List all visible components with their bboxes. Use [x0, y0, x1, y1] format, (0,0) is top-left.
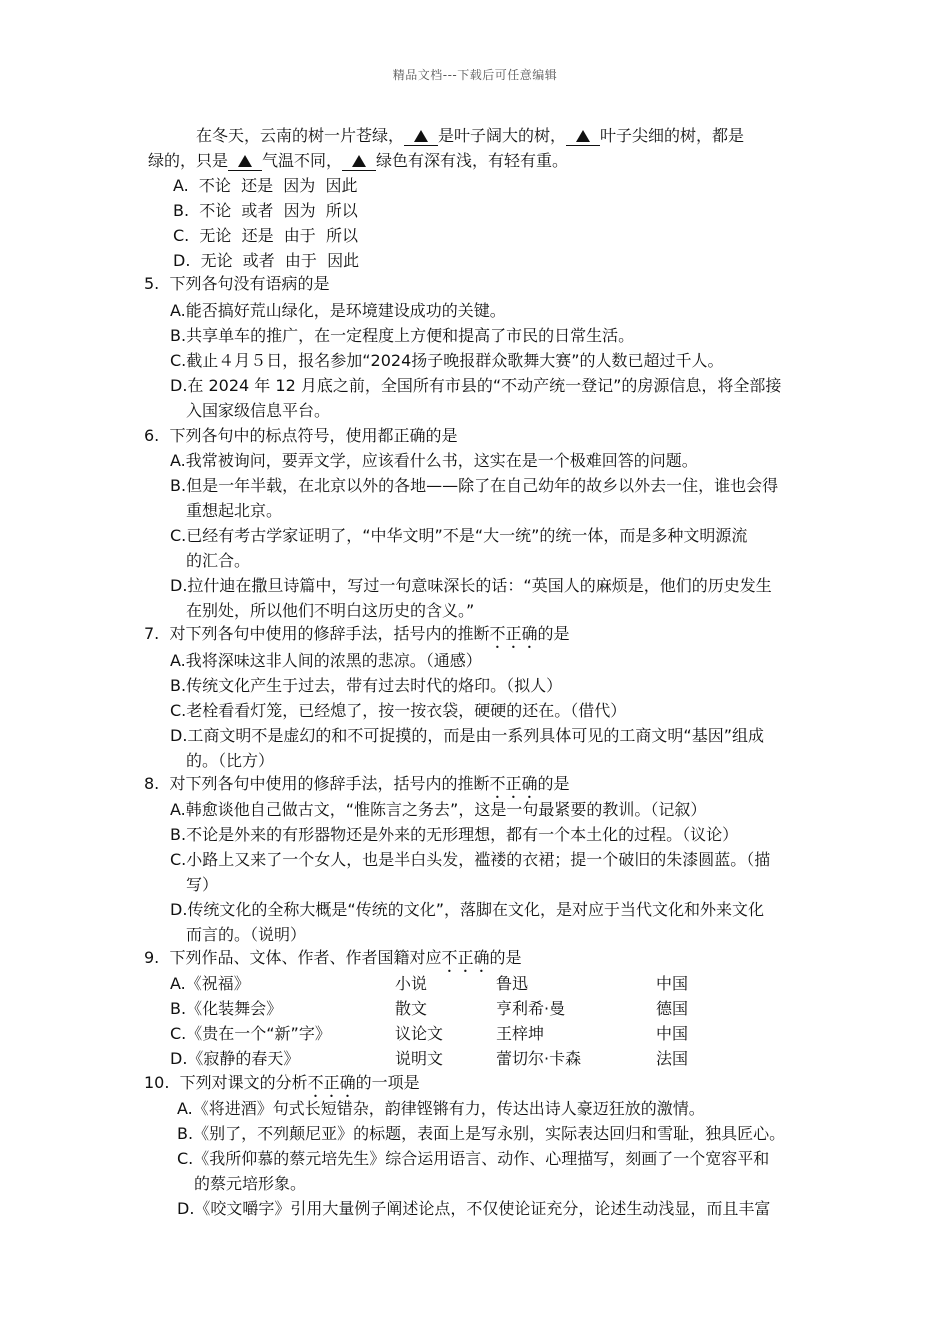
q7-option-c: C.老栓看看灯笼，已经熄了，按一按衣袋，硬硬的还在。（借代）	[170, 701, 627, 720]
q4-text: 绿的，只是	[148, 151, 229, 170]
q4-option-b: B. 不论 或者 因为 所以	[173, 201, 358, 220]
q9-cell: C.《贵在一个“新”字》	[170, 1024, 331, 1043]
q10-stem-text: 10. 下列对课文的分析	[144, 1073, 308, 1092]
q4-line1	[196, 126, 744, 146]
q10-option-b: B.《别了，不列颠尼亚》的标题，表面上是写永别，实际表达回归和雪耻，独具匠心。	[177, 1124, 786, 1143]
q8-option-b: B.不论是外来的有形器物还是外来的无形理想，都有一个本土化的过程。（议论）	[170, 825, 739, 844]
q6-stem: 6. 下列各句中的标点符号，使用都正确的是	[144, 426, 458, 445]
q8-stem-text: 的是	[537, 774, 570, 793]
q8-stem-text: 8. 对下列各句中使用的修辞手法，括号内的推断	[144, 774, 490, 793]
q8-option-a: A.韩愈谈他自己做古文，“惟陈言之务去”，这是一句最紧要的教训。（记叙）	[170, 800, 707, 819]
q6-option-d: D.拉什迪在撒旦诗篇中，写过一句意味深长的话：“英国人的麻烦是，他们的历史发生	[170, 576, 772, 595]
q6-option-c: C.已经有考古学家证明了，“中华文明”不是“大一统”的统一体，而是多种文明源流	[170, 526, 748, 545]
q9-stem	[144, 948, 521, 976]
q9-cell: 亨利希·曼	[496, 999, 566, 1018]
q7-option-d: D.工商文明不是虚幻的和不可捉摸的，而是由一系列具体可见的工商文明“基因”组成	[170, 726, 764, 745]
blank-2	[566, 127, 600, 146]
q9-cell: 散文	[395, 999, 428, 1018]
q9-cell: 蕾切尔·卡森	[496, 1049, 582, 1068]
q7-option-d-cont: 的。（比方）	[186, 751, 275, 770]
q4-text: 气温不同，	[262, 151, 343, 170]
q5-option-d-cont: 入国家级信息平台。	[186, 401, 331, 420]
blank-3	[228, 152, 262, 171]
q7-option-a: A.我将深味这非人间的浓黑的悲凉。（通感）	[170, 651, 482, 670]
q7-stem	[144, 624, 569, 652]
q6-option-b-cont: 重想起北京。	[186, 501, 283, 520]
q9-cell: 小说	[395, 974, 428, 993]
q8-option-c-cont: 写）	[186, 875, 219, 894]
q4-option-d: D. 无论 或者 由于 因此	[173, 251, 360, 270]
q8-option-c: C.小路上又来了一个女人，也是半白头发，褴褛的衣裙；提一个破旧的朱漆圆蓝。（描	[170, 850, 771, 869]
q6-option-d-cont: 在别处，所以他们不明白这历史的含义。”	[186, 601, 475, 620]
q5-option-b: B.共享单车的推广，在一定程度上方便和提高了市民的日常生活。	[170, 326, 635, 345]
q10-stem	[144, 1073, 420, 1101]
q6-option-c-cont: 的汇合。	[186, 551, 251, 570]
q5-stem: 5. 下列各句没有语病的是	[144, 274, 330, 293]
q9-cell: 议论文	[395, 1024, 444, 1043]
q10-option-d: D.《咬文嚼字》引用大量例子阐述论点，不仅使论证充分，论述生动浅显，而且丰富	[177, 1199, 771, 1218]
q8-option-d-cont: 而言的。（说明）	[186, 925, 307, 944]
emphasis-text: 不正确	[441, 948, 490, 967]
q9-cell: 法国	[656, 1049, 689, 1068]
emphasis-text: 不正确	[489, 774, 538, 793]
triangle-icon	[576, 130, 590, 142]
q4-line2	[148, 151, 568, 171]
q9-stem-text: 9. 下列作品、文体、作者、作者国籍对应	[144, 948, 442, 967]
q10-option-c-cont: 的蔡元培形象。	[194, 1174, 307, 1193]
q4-option-a: A. 不论 还是 因为 因此	[173, 176, 358, 195]
q9-cell: D.《寂静的春天》	[170, 1049, 300, 1068]
q5-option-a: A.能否搞好荒山绿化，是环境建设成功的关键。	[170, 301, 506, 320]
triangle-icon	[352, 155, 366, 167]
q4-text: 绿色有深有浅，有轻有重。	[376, 151, 569, 170]
blank-1	[404, 127, 438, 146]
q9-cell: 中国	[656, 974, 689, 993]
q9-cell: 德国	[656, 999, 689, 1018]
emphasis-text: 不正确	[307, 1073, 356, 1092]
q9-stem-text: 的是	[489, 948, 522, 967]
q10-option-a: A.《将进酒》句式长短错杂，韵律铿锵有力，传达出诗人豪迈狂放的激情。	[177, 1099, 705, 1118]
q9-cell: 中国	[656, 1024, 689, 1043]
q9-cell: B.《化装舞会》	[170, 999, 283, 1018]
q9-cell: 说明文	[395, 1049, 444, 1068]
emphasis-text: 不正确	[489, 624, 538, 643]
q5-option-d: D.在 2024 年 12 月底之前，全国所有市县的“不动产统一登记”的房源信息，将全部接	[170, 376, 782, 395]
q8-stem	[144, 774, 569, 802]
q4-text: 在冬天，云南的树一片苍绿，	[196, 126, 405, 145]
page-header: 精品文档---下载后可任意编辑	[392, 68, 558, 82]
q8-option-d: D.传统文化的全称大概是“传统的文化”，落脚在文化，是对应于当代文化和外来文化	[170, 900, 764, 919]
blank-4	[342, 152, 376, 171]
q4-text: 叶子尖细的树，都是	[600, 126, 745, 145]
q7-option-b: B.传统文化产生于过去，带有过去时代的烙印。（拟人）	[170, 676, 563, 695]
q9-cell: A.《祝福》	[170, 974, 250, 993]
q6-option-a: A.我常被询问，要弄文学，应该看什么书，这实在是一个极难回答的问题。	[170, 451, 698, 470]
q7-stem-text: 的是	[537, 624, 570, 643]
q4-text: 是叶子阔大的树，	[438, 126, 567, 145]
triangle-icon	[238, 155, 252, 167]
q6-option-b: B.但是一年半载，在北京以外的各地——除了在自己幼年的故乡以外去一住，谁也会得	[170, 476, 779, 495]
q4-option-c: C. 无论 还是 由于 所以	[173, 226, 358, 245]
q7-stem-text: 7. 对下列各句中使用的修辞手法，括号内的推断	[144, 624, 490, 643]
q10-stem-text: 的一项是	[355, 1073, 420, 1092]
q9-cell: 王梓坤	[496, 1024, 545, 1043]
q10-option-c: C.《我所仰慕的蔡元培先生》综合运用语言、动作、心理描写，刻画了一个宽容平和	[177, 1149, 770, 1168]
q5-option-c: C.截止４月５日，报名参加“2024扬子晚报群众歌舞大赛”的人数已超过千人。	[170, 351, 724, 370]
q9-cell: 鲁迅	[496, 974, 529, 993]
triangle-icon	[414, 130, 428, 142]
